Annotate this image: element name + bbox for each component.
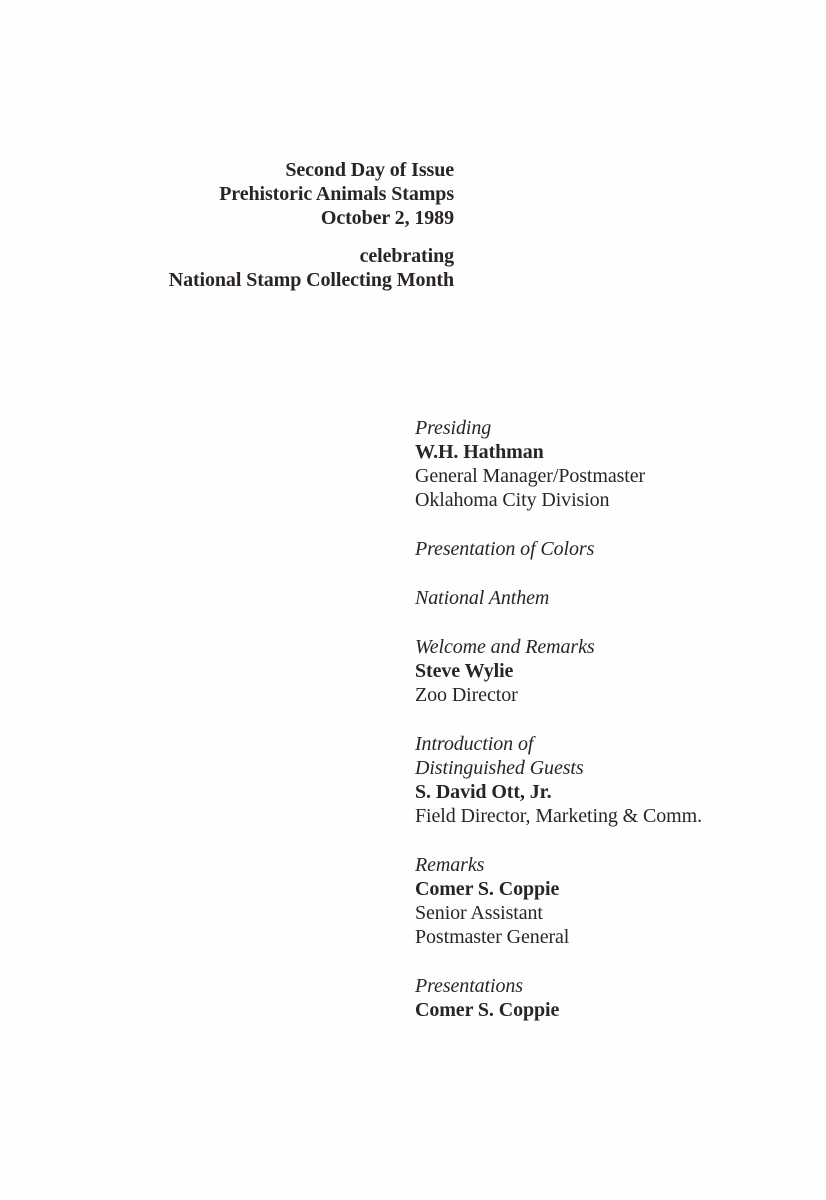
heading-line: Prehistoric Animals Stamps: [219, 183, 454, 205]
program-item-name: W.H. Hathman: [415, 441, 544, 463]
program-item-title: Presiding: [415, 417, 492, 439]
program-list: [415, 416, 702, 1047]
program-item-title: Introduction of: [415, 733, 534, 755]
program-item-name: S. David Ott, Jr.: [415, 781, 552, 803]
program-item-name: Comer S. Coppie: [415, 878, 560, 900]
program-item-role: Senior Assistant: [415, 902, 543, 924]
program-item-title: Remarks: [415, 854, 485, 876]
event-heading: [169, 158, 454, 292]
program-item-remarks: [415, 853, 702, 949]
program-item-title: Welcome and Remarks: [415, 636, 595, 658]
program-item-role: Field Director, Marketing & Comm.: [415, 805, 702, 827]
program-item-presiding: [415, 416, 702, 512]
program-item-colors: [415, 537, 702, 561]
subtitle-line: celebrating: [359, 245, 454, 267]
heading-line: October 2, 1989: [320, 207, 454, 229]
program-item-name: Steve Wylie: [415, 660, 514, 682]
program-item-role: Postmaster General: [415, 926, 570, 948]
program-item-role: Oklahoma City Division: [415, 489, 610, 511]
program-item-title: Presentation of Colors: [415, 538, 595, 560]
subtitle-line: National Stamp Collecting Month: [168, 269, 454, 291]
program-item-title: Presentations: [415, 975, 523, 997]
program-item-welcome: [415, 635, 702, 707]
program-item-presentations: [415, 974, 702, 1022]
program-item-anthem: [415, 586, 702, 610]
program-item-introduction: [415, 732, 702, 828]
heading-line: Second Day of Issue: [285, 159, 454, 181]
program-item-role: Zoo Director: [415, 684, 518, 706]
program-item-title: Distinguished Guests: [415, 757, 584, 779]
program-item-role: General Manager/Postmaster: [415, 465, 646, 487]
program-item-title: National Anthem: [415, 587, 550, 609]
program-item-name: Comer S. Coppie: [415, 999, 560, 1021]
